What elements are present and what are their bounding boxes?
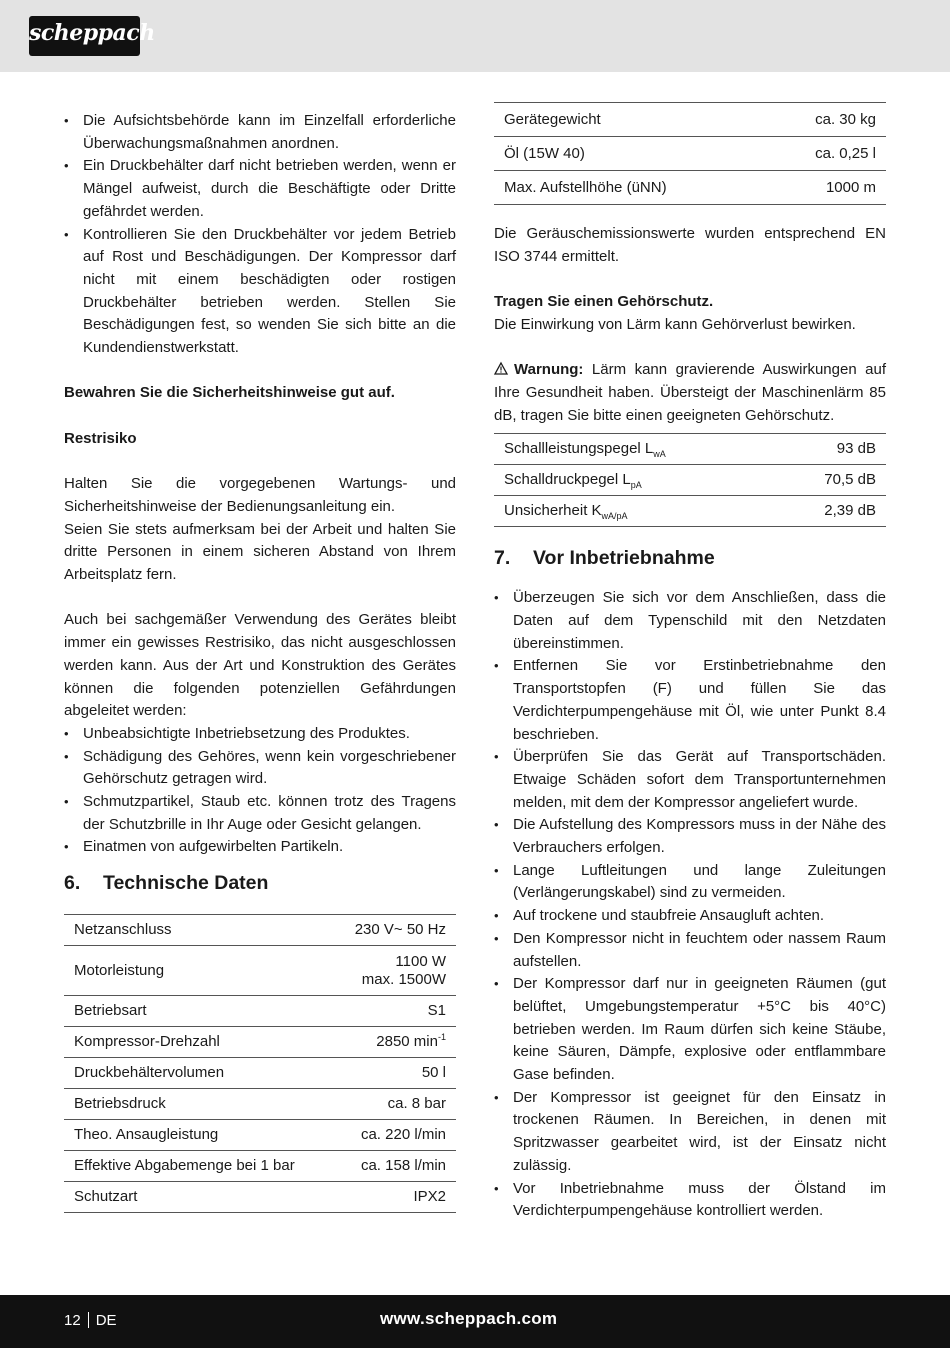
list-item: • Kontrollieren Sie den Druckbehälter vor jedem Betrieb auf Rost und Beschädigungen. Der Kompressor darf nicht mit einem beschädigten oder rostigen Druckbehälter betrieben werden. Stellen Sie Beschädigungen fest, so wenden Sie sich bitte an die Kundendienstwerkstatt. bbox=[64, 224, 456, 360]
spec-label: Druckbehältervolumen bbox=[64, 1058, 332, 1089]
restrisiko-paragraph: Halten Sie die vorgegebenen Wartungs- und Sicherheitshinweise der Bedienungsanleitung ein. bbox=[64, 475, 456, 515]
risk-bullet-list bbox=[64, 723, 456, 859]
spec-value-sup: -1 bbox=[437, 1032, 446, 1043]
section-number: 7. bbox=[494, 547, 511, 570]
table-row bbox=[64, 1027, 456, 1058]
spec-value: IPX2 bbox=[332, 1182, 456, 1213]
spec-value: 1000 m bbox=[766, 171, 886, 205]
spec-label: Netzanschluss bbox=[64, 915, 332, 946]
spec-label: Max. Aufstellhöhe (üNN) bbox=[494, 171, 766, 205]
noise-label-text: Unsicherheit K bbox=[504, 502, 602, 520]
ear-protection-heading: Tragen Sie einen Gehörschutz. bbox=[494, 293, 714, 311]
spec-label: Schutzart bbox=[64, 1182, 332, 1213]
restrisiko-paragraph: Auch bei sachgemäßer Verwendung des Gerätes bleibt immer ein gewisses Restrisiko, das nicht ausgeschlossen werden kann. Aus der Art und Konstruktion des Gerätes können die folgenden potenziellen Gefährdungen abgeleitet werden: bbox=[64, 611, 456, 720]
spec-value bbox=[332, 946, 456, 996]
page-number: 12 bbox=[64, 1312, 81, 1329]
spec-value-line: max. 1500W bbox=[361, 970, 446, 988]
warning-triangle-icon bbox=[494, 360, 508, 373]
spec-value-line: 1100 W bbox=[395, 952, 446, 970]
spec-label: Theo. Ansaugleistung bbox=[64, 1120, 332, 1151]
table-row bbox=[494, 434, 886, 465]
noise-label bbox=[494, 434, 775, 465]
technical-data-table-continued bbox=[494, 102, 886, 205]
noise-label-text: Schalldruckpegel L bbox=[504, 471, 631, 489]
noise-value: 2,39 dB bbox=[775, 496, 886, 527]
list-item: • Entfernen Sie vor Erstinbetriebnahme den Transportstopfen (F) und füllen Sie das Verdichterpumpengehäuse mit Öl, wie unter Punkt 8.4 beschrieben. bbox=[494, 655, 886, 746]
spec-value: ca. 30 kg bbox=[766, 103, 886, 137]
table-row bbox=[64, 915, 456, 946]
noise-label-sub: wA/pA bbox=[601, 511, 628, 522]
table-row bbox=[64, 946, 456, 996]
list-item: • Einatmen von aufgewirbelten Partikeln. bbox=[64, 836, 456, 859]
warning-text: Lärm kann gravierende Auswirkungen auf Ihre Gesundheit haben. Übersteigt der Maschinenlärm 85 dB, tragen Sie bitte einen geeigneten Gehörschutz. bbox=[494, 361, 886, 424]
warning-label: Warnung: bbox=[514, 361, 584, 379]
noise-values-table bbox=[494, 433, 886, 527]
list-item: • Die Aufstellung des Kompressors muss in der Nähe des Verbrauchers erfolgen. bbox=[494, 814, 886, 859]
keep-safety-notes: Bewahren Sie die Sicherheitshinweise gut auf. bbox=[64, 384, 395, 402]
list-item: • Den Kompressor nicht in feuchtem oder nassem Raum aufstellen. bbox=[494, 928, 886, 973]
table-row bbox=[494, 103, 886, 137]
spec-value: ca. 220 l/min bbox=[332, 1120, 456, 1151]
left-column bbox=[64, 110, 456, 1213]
table-row bbox=[64, 1089, 456, 1120]
table-row bbox=[494, 496, 886, 527]
list-item: • Auf trockene und staubfreie Ansaugluft achten. bbox=[494, 905, 886, 928]
list-item: • Ein Druckbehälter darf nicht betrieben werden, wenn er Mängel aufweist, durch die Beschäftigte oder Dritte gefährdet werden. bbox=[64, 155, 456, 223]
brand-logo bbox=[29, 16, 155, 56]
spec-label: Effektive Abgabemenge bei 1 bar bbox=[64, 1151, 332, 1182]
noise-label-sub: pA bbox=[630, 480, 642, 491]
spec-value: 230 V~ 50 Hz bbox=[332, 915, 456, 946]
noise-emission-paragraph: Die Geräuschemissionswerte wurden entsprechend EN ISO 3744 ermittelt. bbox=[494, 225, 886, 265]
spec-label: Öl (15W 40) bbox=[494, 137, 766, 171]
footer-divider bbox=[88, 1312, 89, 1328]
page-footer bbox=[0, 1295, 950, 1348]
table-row bbox=[494, 171, 886, 205]
table-row bbox=[494, 465, 886, 496]
warning-paragraph bbox=[494, 359, 886, 427]
section-7-heading bbox=[494, 545, 886, 571]
list-item: • Vor Inbetriebnahme muss der Ölstand im Verdichterpumpengehäuse kontrolliert werden. bbox=[494, 1178, 886, 1223]
section-number: 6. bbox=[64, 872, 81, 895]
list-item: • Überprüfen Sie das Gerät auf Transportschäden. Etwaige Schäden sofort dem Transportunternehmen melden, mit dem der Kompressor angeliefert wurde. bbox=[494, 746, 886, 814]
list-item: • Schmutzpartikel, Staub etc. können trotz des Tragens der Schutzbrille in Ihr Auge oder Gesicht gelangen. bbox=[64, 791, 456, 836]
list-item: • Überzeugen Sie sich vor dem Anschließen, dass die Daten auf dem Typenschild mit den Netzdaten übereinstimmen. bbox=[494, 587, 886, 655]
section-title: Technische Daten bbox=[103, 872, 269, 895]
noise-label bbox=[494, 465, 775, 496]
table-row bbox=[64, 1058, 456, 1089]
language-code: DE bbox=[95, 1312, 117, 1329]
spec-value bbox=[332, 1027, 456, 1058]
noise-label bbox=[494, 496, 775, 527]
spec-label: Gerätegewicht bbox=[494, 103, 766, 137]
list-item: • Die Aufsichtsbehörde kann im Einzelfall erforderliche Überwachungsmaßnahmen anordnen. bbox=[64, 110, 456, 155]
table-row bbox=[64, 1182, 456, 1213]
page-header bbox=[0, 0, 950, 72]
spec-label: Motorleistung bbox=[64, 946, 332, 996]
safety-bullet-list bbox=[64, 110, 456, 360]
table-row bbox=[64, 996, 456, 1027]
spec-value: ca. 158 l/min bbox=[332, 1151, 456, 1182]
spec-label: Kompressor-Drehzahl bbox=[64, 1027, 332, 1058]
noise-value: 93 dB bbox=[775, 434, 886, 465]
spec-value-text: 2850 min bbox=[376, 1033, 438, 1051]
right-column bbox=[494, 102, 886, 1223]
list-item: • Der Kompressor ist geeignet für den Einsatz in trockenen Räumen. In Bereichen, in denen mit Spritzwasser gearbeitet wird, ist der Einsatz nicht zulässig. bbox=[494, 1087, 886, 1178]
section-6-heading bbox=[64, 870, 456, 896]
list-item: • Lange Luftleitungen und lange Zuleitungen (Verlängerungskabel) sind zu vermeiden. bbox=[494, 860, 886, 905]
section-title: Vor Inbetriebnahme bbox=[533, 547, 715, 570]
noise-value: 70,5 dB bbox=[775, 465, 886, 496]
ear-protection-text: Die Einwirkung von Lärm kann Gehörverlust bewirken. bbox=[494, 315, 856, 333]
table-row bbox=[64, 1151, 456, 1182]
spec-value: S1 bbox=[332, 996, 456, 1027]
noise-label-sub: wA bbox=[653, 449, 666, 460]
website-link[interactable]: www.scheppach.com bbox=[380, 1309, 558, 1328]
list-item: • Der Kompressor darf nur in geeigneten Räumen (gut belüftet, Umgebungstemperatur +5°C bis 40°C) betrieben werden. Im Raum dürfen sich keine Stäube, keine Säuren, Dämpfe, explosive oder entflammbare Gase befinden. bbox=[494, 973, 886, 1087]
restrisiko-paragraph: Seien Sie stets aufmerksam bei der Arbeit und halten Sie dritte Personen in einem sicheren Abstand von Ihrem Arbeitsplatz fern. bbox=[64, 520, 456, 584]
restrisiko-heading: Restrisiko bbox=[64, 429, 137, 447]
spec-value: ca. 8 bar bbox=[332, 1089, 456, 1120]
table-row bbox=[64, 1120, 456, 1151]
technical-data-table bbox=[64, 914, 456, 1213]
commissioning-bullet-list bbox=[494, 587, 886, 1223]
list-item: • Unbeabsichtigte Inbetriebsetzung des Produktes. bbox=[64, 723, 456, 746]
spec-value: ca. 0,25 l bbox=[766, 137, 886, 171]
brand-logo-text: scheppach bbox=[29, 20, 155, 46]
spec-label: Betriebsdruck bbox=[64, 1089, 332, 1120]
table-row bbox=[494, 137, 886, 171]
spec-value: 50 l bbox=[332, 1058, 456, 1089]
spec-label: Betriebsart bbox=[64, 996, 332, 1027]
list-item: • Schädigung des Gehöres, wenn kein vorgeschriebener Gehörschutz getragen wird. bbox=[64, 746, 456, 791]
page-number-block bbox=[64, 1309, 117, 1333]
noise-label-text: Schallleistungspegel L bbox=[504, 440, 654, 458]
